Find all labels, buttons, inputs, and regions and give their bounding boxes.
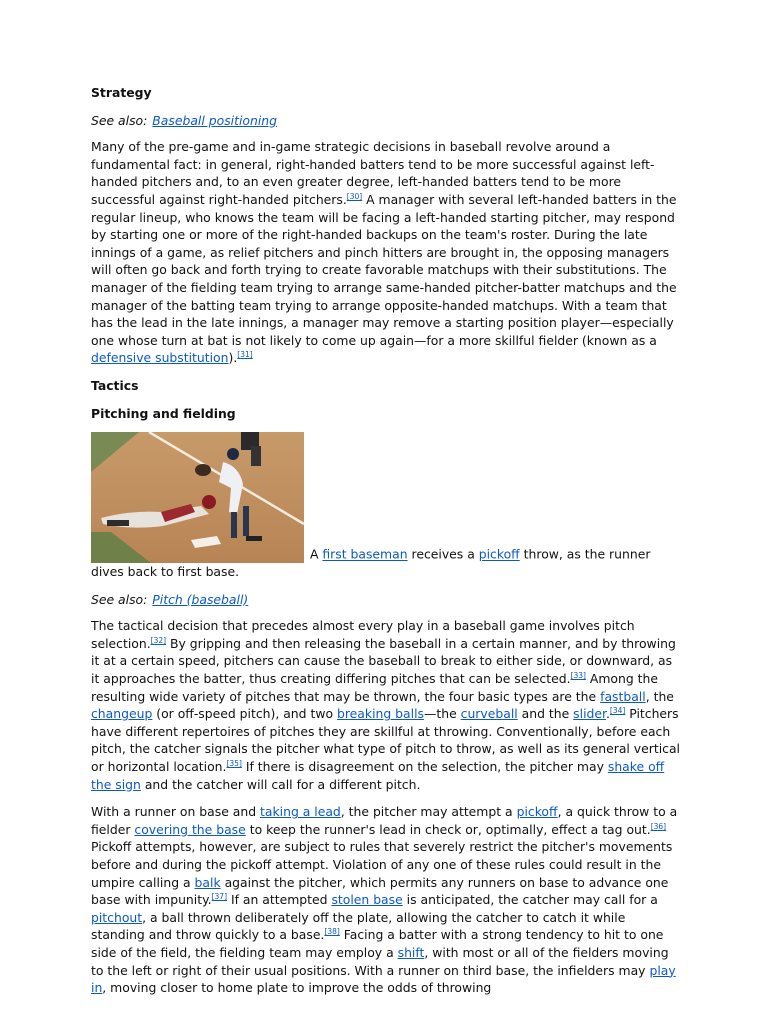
text-run: If there is disagreement on the selection, the pitcher may [241,759,608,775]
text-run: The tactical decision that precedes almost every play in a baseball game involves pitch selection. [91,618,635,651]
link-curveball[interactable]: curveball [460,706,518,722]
text-run: throw, as the runner dives back to first base. [91,546,651,580]
text-run: and the catcher will call for a different pitch. [140,776,421,792]
text-run: With a runner on base and [91,804,261,820]
text-run: ). [228,350,238,366]
link-balk[interactable]: balk [194,874,221,890]
pitch-selection-paragraph [91,617,681,793]
text-run: Many of the pre-game and in-game strategic decisions in baseball revolve around a fundamental fact: in general, right-handed batters tend to be more successful against left-handed pitchers and, to an even greater degree, left-handed batters tend to be more successful against right-handed pitchers. [91,139,655,207]
see-also-pitch [91,591,681,609]
text-run: Pitchers have different repertoires of pitches they are skillful at throwing. Conventionally, before each pitch, the catcher signals the pitcher what type of pitch to throw, as well as its general vertical or horizontal location. [91,706,681,775]
link-pickoff-caption[interactable]: pickoff [478,546,520,562]
citation-34[interactable]: [34] [609,706,626,716]
link-fastball[interactable]: fastball [600,688,646,704]
see-also-label: See also: [91,112,148,128]
link-changeup[interactable]: changeup [91,706,153,722]
see-also-strategy [91,112,681,130]
link-play-in[interactable]: play in [91,962,676,996]
text-run: , a quick throw to a fielder [91,804,678,837]
text-run: Among the resulting wide variety of pitches that may be thrown, the four basic types are the [91,671,658,704]
citation-37[interactable]: [37] [211,892,227,902]
link-stolen-base[interactable]: stolen base [331,892,403,908]
text-run: (or off-speed pitch), and two [152,706,337,722]
text-run: to keep the runner's lead in check or, optimally, effect a tag out. [245,821,651,837]
text-run: , moving closer to home plate to improve the odds of throwing [102,980,492,996]
link-first-baseman[interactable]: first baseman [322,546,408,562]
link-covering-the-base[interactable]: covering the base [134,821,246,837]
link-taking-a-lead[interactable]: taking a lead [260,804,341,820]
text-run: Facing a batter with a strong tendency to hit to one side of the field, the fielding team may employ a [91,927,664,960]
link-slider[interactable]: slider [573,706,606,722]
first-base-pickoff-photo [91,432,304,563]
pickoff-paragraph [91,803,681,997]
section-heading-tactics: Tactics [91,377,139,393]
citation-32[interactable]: [32] [150,635,167,645]
citation-38[interactable]: [38] [324,927,340,937]
citation-35[interactable]: [35] [226,759,242,769]
see-also-label: See also: [91,591,148,607]
link-baseball-positioning[interactable]: Baseball positioning [152,112,277,128]
link-shake-off-the-sign[interactable]: shake off the sign [91,759,665,792]
link-shift[interactable]: shift [397,944,425,960]
citation-30[interactable]: [30] [346,191,363,201]
text-run: receives a [407,546,479,562]
link-pitch-baseball[interactable]: Pitch (baseball) [152,591,249,607]
text-run: A manager with several left-handed batters in the regular lineup, who knows the team will be facing a left-handed starting pitcher, may respond by starting one or more of the right-handed backups on the team's roster. During the late innings of a game, as relief pitchers and pinch hitters are brought in, the opposing managers will often go back and forth trying to create favorable matchups with their substitutions. The manager of the fielding team trying to arrange same-handed pitcher-batter matchups and the manager of the batting team trying to arrange opposite-handed matchups. With a team that has the lead in the late innings, a manager may remove a starting position player—especially one whose turn at bat is not likely to come up again—for a more skillful fielder (known as a [91,191,677,348]
strategy-paragraph [91,138,681,367]
link-breaking-balls[interactable]: breaking balls [336,706,424,722]
text-run: By gripping and then releasing the baseball in a certain manner, and by throwing it at a certain speed, pitchers can cause the baseball to break to either side, or downward, as it approaches the batter, thus creating differing pitches that can be selected. [91,635,676,687]
text-run: Pickoff attempts, however, are subject to rules that severely restrict the pitcher's movements before and during the pickoff attempt. Violation of any one of these rules could result in the umpire calling a [91,839,673,890]
figure-with-caption [91,432,681,581]
link-defensive-substitution[interactable]: defensive substitution [91,350,229,366]
text-run: against the pitcher, which permits any runners on base to advance one base with impunity. [91,874,669,908]
citation-33[interactable]: [33] [570,671,586,681]
text-run: , the [645,688,674,704]
link-pickoff[interactable]: pickoff [516,804,558,820]
text-run: —the [423,706,461,722]
text-run: is anticipated, the catcher may call for a [402,892,658,908]
article-body [91,84,681,1007]
text-run: . [605,706,610,722]
link-pitchout[interactable]: pitchout [91,909,143,925]
text-run: , a ball thrown deliberately off the plate, allowing the catcher to catch it while standing and throw quickly to a base. [91,909,626,943]
text-run: , the pitcher may attempt a [340,804,517,820]
subsection-heading-pitching: Pitching and fielding [91,405,236,421]
citation-31[interactable]: [31] [237,350,253,360]
text-run: and the [517,706,574,722]
text-run: If an attempted [227,892,332,908]
caption-text: A [306,546,323,562]
text-run: , with most or all of the fielders moving to the left or right of their usual positions. With a runner on third base, the infielders may [91,944,669,978]
section-heading-strategy: Strategy [91,85,152,100]
citation-36[interactable]: [36] [650,821,667,831]
